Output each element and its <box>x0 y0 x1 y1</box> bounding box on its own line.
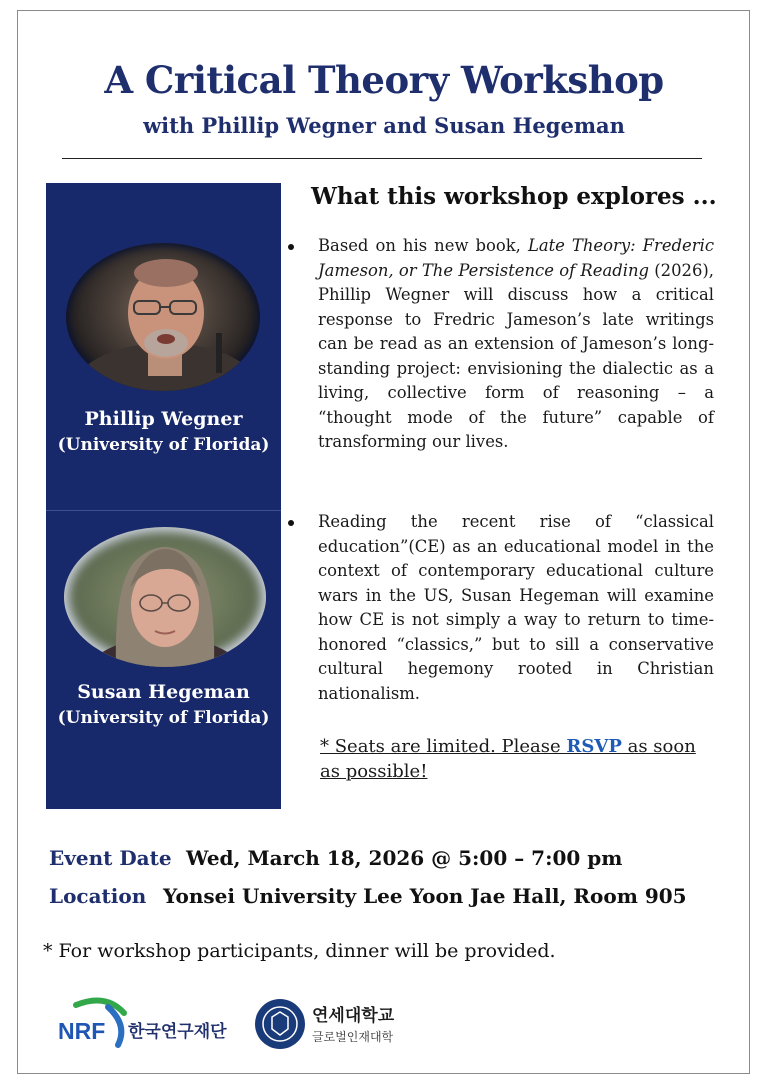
nrf-mark: NRF <box>58 1018 106 1044</box>
nrf-logo-graphic <box>58 995 238 1057</box>
poster-title: A Critical Theory Workshop <box>104 58 664 102</box>
bullet-hegeman-description: Reading the recent rise of “classical education”(CE) as an educational model in the context of contemporary educational culture wars in the US, Susan Hegeman will examine how CE is not simply a way to return to time-honored “classics,” but to sill a conservative cultural hegemony rooted in Christian nationalism. <box>318 512 714 703</box>
event-date-value: Wed, March 18, 2026 @ 5:00 – 7:00 pm <box>186 846 623 870</box>
rsvp-note-after: as soon as possible! <box>320 736 696 782</box>
yonsei-logo <box>252 993 422 1055</box>
event-date-label: Event Date <box>49 846 172 870</box>
location-value: Yonsei University Lee Yoon Jae Hall, Room 905 <box>163 884 687 908</box>
rsvp-note <box>320 734 720 784</box>
location-label: Location <box>49 884 147 908</box>
rsvp-note-before: * Seats are limited. Please <box>320 736 567 757</box>
bullet-marker-1 <box>288 244 294 250</box>
bullet-marker-2 <box>288 520 294 526</box>
nrf-name: 한국연구재단 <box>128 1022 227 1042</box>
bullet-1-rest: (2026), Phillip Wegner will discuss how a critical response to Fredric Jameson’s late writings can be read as an extension of Jameson’s long-standing project: envisioning the dialectic as a living, collective form of reasoning – a “thought mode of the future” capable of transforming our lives. <box>318 260 714 451</box>
speaker-affiliation-hegeman: (University of Florida) <box>57 708 270 728</box>
speaker-name-wegner: Phillip Wegner <box>84 408 243 430</box>
speaker-name-hegeman: Susan Hegeman <box>77 681 250 703</box>
yonsei-sub: 글로벌인재대학 <box>312 1030 394 1044</box>
explores-heading: What this workshop explores ... <box>311 183 717 210</box>
yonsei-logo-graphic <box>252 993 422 1055</box>
yonsei-name: 연세대학교 <box>312 1006 395 1026</box>
title-divider <box>62 158 702 159</box>
speaker-portrait-wegner <box>66 243 260 391</box>
nrf-logo <box>58 995 238 1057</box>
rsvp-link[interactable]: RSVP <box>566 736 622 757</box>
bullet-1-lead: Based on his new book, <box>318 236 528 255</box>
speaker-photo-hegeman <box>64 527 266 667</box>
bullet-wegner-description <box>318 234 714 455</box>
book-title: Late Theory: Frederic Jameson, or The Persistence of Reading <box>318 236 714 280</box>
speaker-photo-wegner <box>66 243 260 391</box>
speaker-panel-divider <box>46 510 281 511</box>
poster-subtitle: with Phillip Wegner and Susan Hegeman <box>143 113 625 138</box>
dinner-note: * For workshop participants, dinner will be provided. <box>43 940 556 962</box>
speaker-portrait-hegeman <box>64 527 266 667</box>
speaker-affiliation-wegner: (University of Florida) <box>57 435 270 455</box>
